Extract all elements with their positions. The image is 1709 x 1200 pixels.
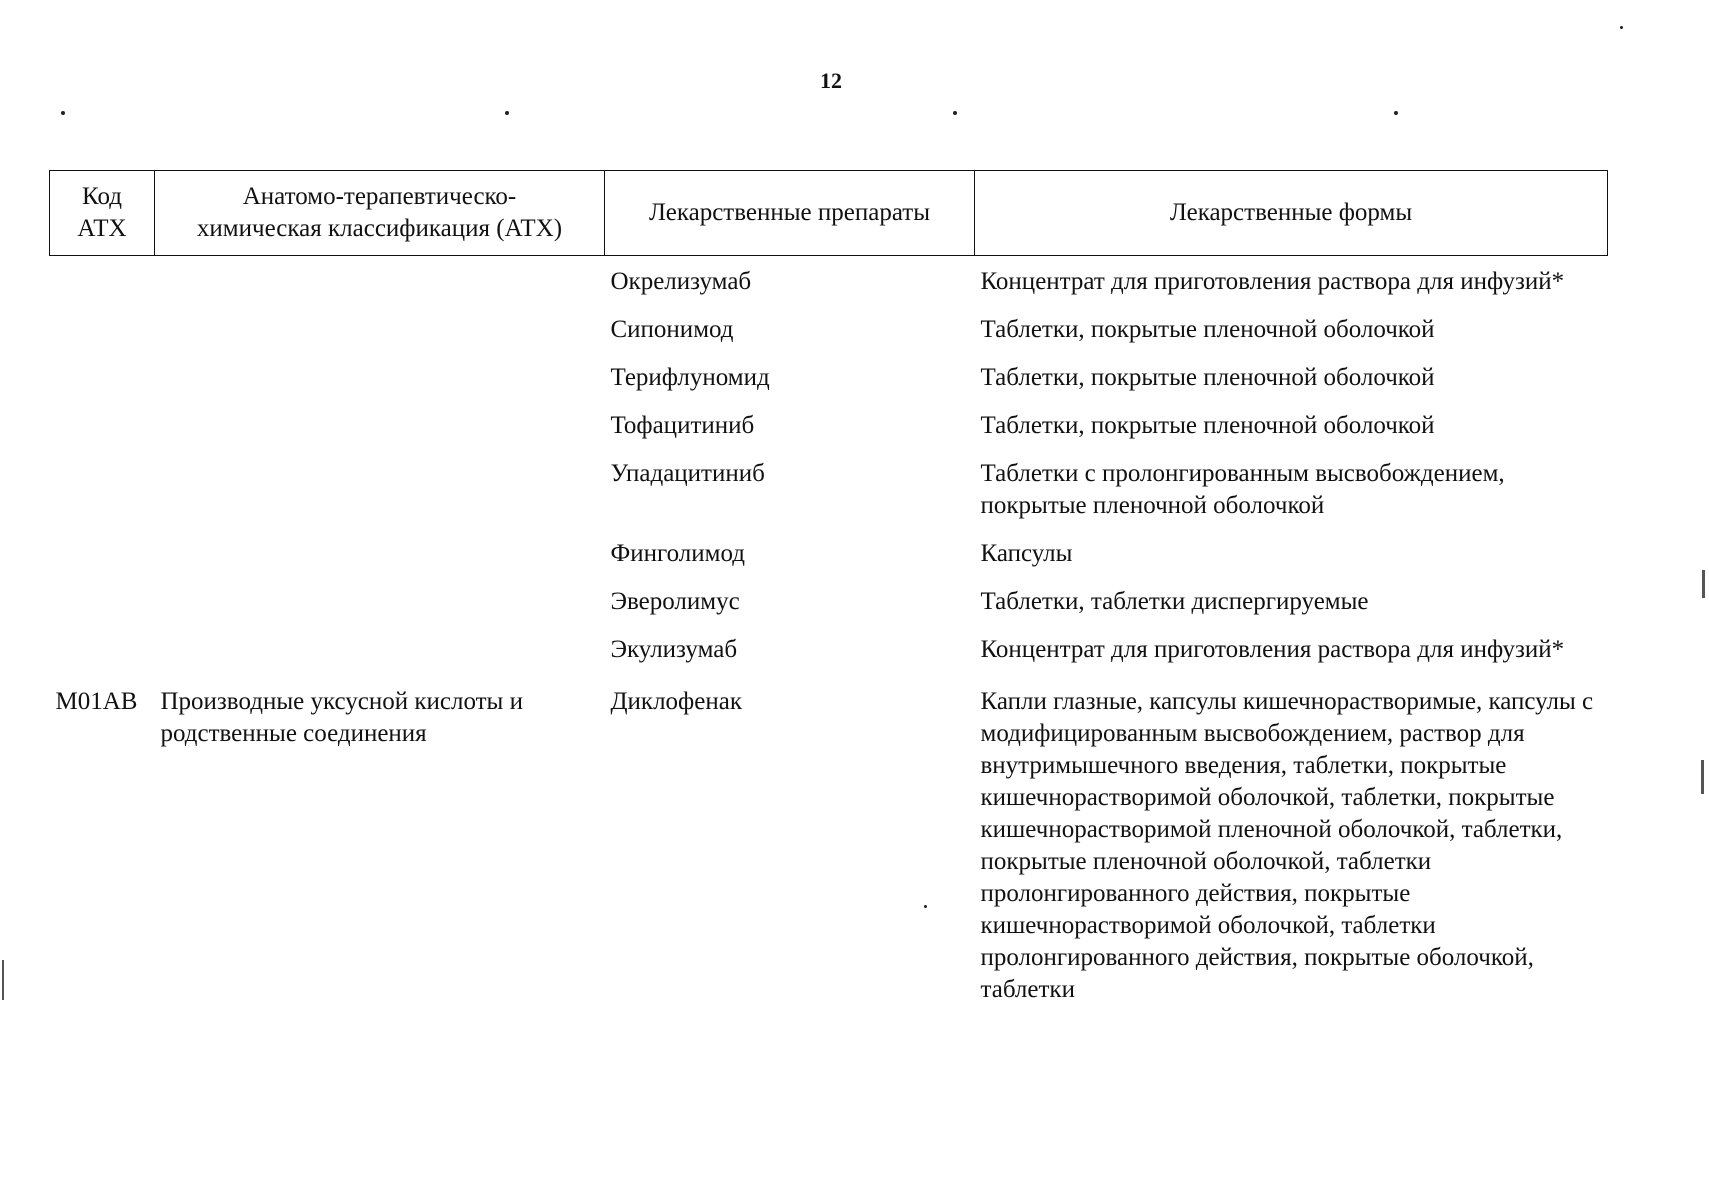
cell-code [50,410,155,458]
cell-code [50,538,155,586]
scan-edge-mark [2,960,4,1000]
cell-form: Таблетки, покрытые пленочной оболочкой [980,364,1435,391]
cell-drug: Экулизумаб [610,636,738,663]
cell-classification [155,634,605,682]
table-row [50,410,1608,458]
table-header-row [50,171,1608,256]
drug-table [49,170,1608,1022]
scan-edge-mark [1701,760,1704,794]
header-code-line: Код [82,183,122,210]
table-body [50,256,1608,1023]
cell-drug: Диклофенак [610,688,742,715]
table-row [50,634,1608,682]
header-classification [155,171,605,256]
cell-form: Концентрат для приготовления раствора для инфузий* [980,636,1565,663]
cell-drug: Сипонимод [610,316,734,343]
cell-form: Таблетки, таблетки диспергируемые [980,588,1369,615]
cell-form: Таблетки, покрытые пленочной оболочкой [980,412,1435,439]
cell-form: Таблетки, покрытые пленочной оболочкой [980,316,1435,343]
table-row [50,458,1608,538]
header-code [50,171,155,256]
scan-speck [505,111,509,115]
table-row [50,538,1608,586]
table-row [50,314,1608,362]
cell-code [50,362,155,410]
scan-speck [1394,111,1398,115]
cell-drug: Финголимод [610,540,745,567]
cell-drug: Тофацитиниб [610,412,755,439]
table-header [50,171,1608,256]
header-classification-line: химическая классификация (АТХ) [196,215,563,242]
scan-speck [61,111,65,115]
cell-form: Капли глазные, капсулы кишечнорастворимые, капсулы с модифицированным высвобождением, раствор для внутримышечного введения, таблетки, покрытые кишечнорастворимой оболочкой, таблетки, покрытые кишечнорастворимой пленочной оболочкой, таблетки, покрытые пленочной оболочкой, таблетки пролонгированного действия, покрытые кишечнорастворимой оболочкой, таблетки пролонгированного действия, покрытые оболочкой, таблетки [980,688,1594,1003]
page-number: 12 [820,68,842,93]
cell-drug: Окрелизумаб [610,268,752,295]
cell-classification [155,410,605,458]
cell-drug: Упадацитиниб [610,460,765,487]
cell-code [50,634,155,682]
cell-form: Таблетки с пролонгированным высвобождением, покрытые пленочной оболочкой [980,460,1505,519]
header-forms: Лекарственные формы [975,171,1608,256]
cell-classification [155,362,605,410]
header-classification-line: Анатомо-терапевтическо- [242,183,517,210]
table-row [50,682,1608,1022]
table-row [50,256,1608,315]
cell-form: Капсулы [980,540,1073,567]
cell-code [50,256,155,315]
header-code-line: АТХ [77,215,127,242]
cell-drug: Терифлуномид [610,364,770,391]
cell-classification [155,586,605,634]
scan-speck [1620,26,1623,29]
cell-classification [155,538,605,586]
cell-classification [155,256,605,315]
cell-code: M01AB [55,688,138,715]
cell-classification [155,458,605,538]
cell-form: Концентрат для приготовления раствора для инфузий* [980,268,1565,295]
header-drugs: Лекарственные препараты [605,171,975,256]
cell-classification: Производные уксусной кислоты и родственные соединения [160,688,523,747]
cell-code [50,458,155,538]
scan-edge-mark [1702,570,1705,598]
cell-code [50,314,155,362]
cell-classification [155,314,605,362]
cell-code [50,586,155,634]
scan-speck [953,111,957,115]
cell-drug: Эверолимус [610,588,740,615]
table-row [50,362,1608,410]
table-row [50,586,1608,634]
